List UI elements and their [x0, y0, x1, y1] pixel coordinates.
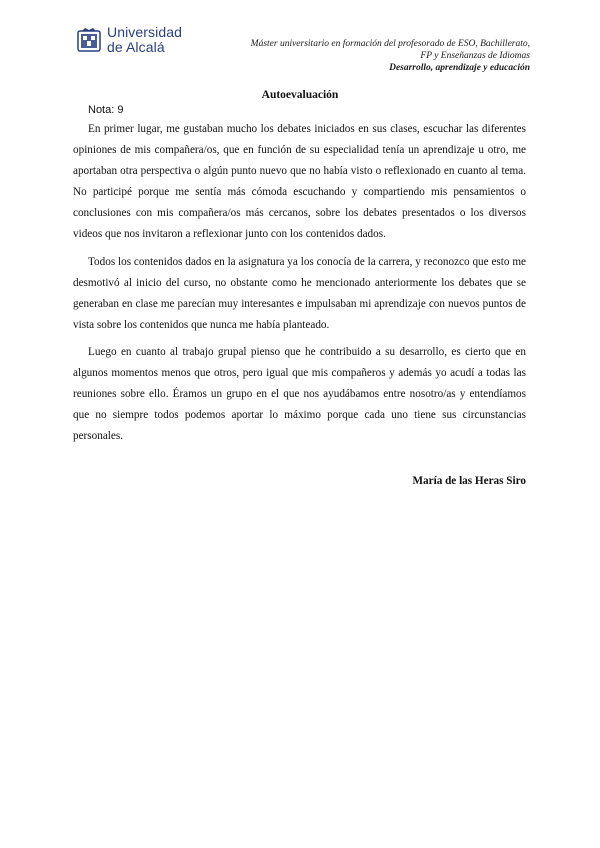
header-program: Máster universitario en formación del profesorado de ESO, Bachillerato, [250, 39, 530, 49]
logo-line-1: Universidad [107, 24, 183, 40]
page-title: Autoevaluación [261, 89, 339, 101]
paragraph: Luego en cuanto al trabajo grupal pienso que he contribuido a su desarrollo, es cierto que en algunos momentos menos que otros, pero igual que mis compañeros y además yo acudí a todas las reuniones sobre ello. Éramos un grupo en el que nos ayudábamos entre nosotro/as y entendíamos que no siempre todos podemos aportar lo máximo porque cada uno tiene sus circunstancias personales. [73, 345, 526, 443]
grade-note: Nota: 9 [88, 104, 124, 116]
header-subject: Desarrollo, aprendizaje y educación [389, 63, 530, 73]
header-program-cont: FP y Enseñanzas de Idiomas [420, 51, 530, 61]
university-crest-icon [77, 27, 101, 53]
logo-line-2: de Alcalá [107, 39, 165, 55]
university-logo [77, 25, 182, 55]
document-header [251, 38, 530, 74]
paragraph: En primer lugar, me gustaban mucho los debates iniciados en sus clases, escuchar las diferentes opiniones de mis compañera/os, que en función de su especialidad tenía un aprendizaje u otro, me aportaban otra perspectiva o algún punto nuevo que no había visto o reflexionado en cuanto al tema. No participé porque me sentía más cómoda escuchando y compartiendo mis pensamientos o conclusiones con mis compañera/os más cercanos, sobre los debates presentados o los diversos videos que nos invitaron a reflexionar junto con los contenidos dados. [73, 123, 526, 241]
paragraph: Todos los contenidos dados en la asignatura ya los conocía de la carrera, y reconozco que esto me desmotivó al inicio del curso, no obstante como he mencionado anteriormente los debates que se generaban en clase me parecían muy interesantes e impulsaban mi aprendizaje con nuevos puntos de vista sobre los contenidos que nunca me había planteado. [73, 255, 526, 331]
author-signature: María de las Heras Siro [412, 475, 526, 487]
document-body [73, 119, 526, 453]
